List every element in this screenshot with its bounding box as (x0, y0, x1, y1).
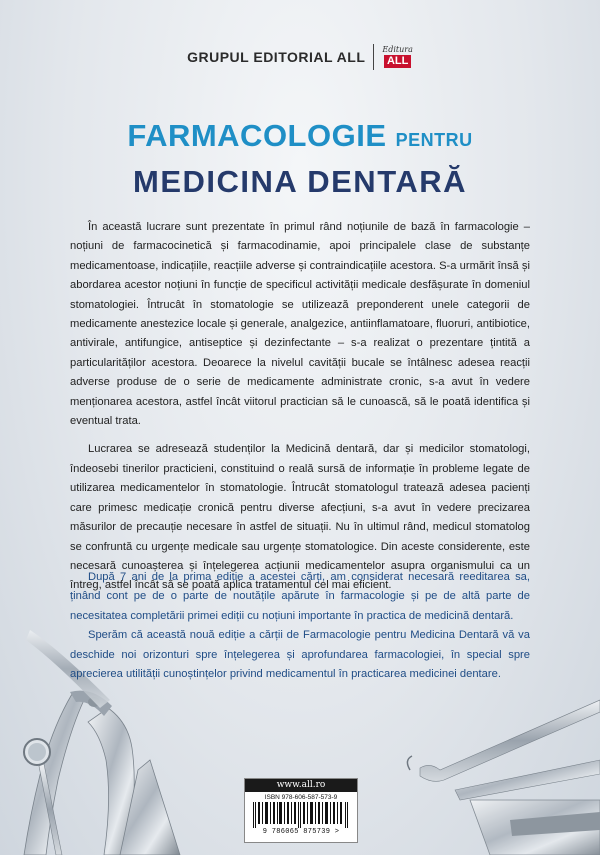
book-title-line2: MEDICINA DENTARĂ (133, 164, 467, 199)
publisher-name: GRUPUL EDITORIAL ALL (187, 49, 366, 65)
publisher-divider (373, 44, 374, 70)
book-title-line1 (0, 118, 600, 154)
publisher-logo-top: Editura (382, 45, 413, 54)
edition-note-paragraph: După 7 ani de la prima ediție a acestei cărți, am considerat necesară reeditarea sa, ținând cont pe de o parte de noutățile apărute în farmacologie și pe de altă parte de necesitatea completării primei ediții cu noțiuni importante în practica de medicină dentară. (70, 571, 530, 622)
book-title-main: FARMACOLOGIE (127, 118, 387, 153)
description-paragraph: În această lucrare sunt prezentate în primul rând noțiunile de bază în farmacologie – noțiuni de farmacocinetică și farmacodinamie, apoi principalele clase de substanțe medicamentoase, indicațiile, reacțiile adverse și contraindicațiile acestora. S-a urmărit însă și abordarea acestor noțiuni în funcție de specificul activității medicale desfășurate în domeniul stomatologiei. Întrucât în stomatologie se utilizează preponderent unele categorii de medicamente anestezice locale și generale, analgezice, antiinflamatoare, fluoruri, antibiotice, antivirale, antifungice, antiseptice și dezinfectante – s-a realizat o prezentare țintită a particularităților acestora. Deoarece la nivelul cavității bucale se întâlnesc adesea reacții adverse produse de o serie de medicamente administrate cronic, s-a avut în vedere menționarea acestora, astfel încât viitorul practician să le cunoască, să le poată identifica și eventual trata. (70, 221, 530, 428)
description-paragraph: Lucrarea se adresează studenților la Medicină dentară, dar și medicilor stomatologi, îndeosebi tinerilor practicieni, constituind o reală sursă de informație în probleme legate de utilizarea medicamentelor în stomatologie. Întrucât stomatologul tratează adesea pacienți care primesc medicație cronică pentru diverse afecțiuni, s-a avut în vedere precizarea măsurilor de precauție necesare în astfel de situații. Nu în ultimul rând, medicul stomatolog se confruntă cu urgențe medicale sau urgențe stomatologice. Din aceste considerente, este necesară cunoașterea și înțelegerea acțiunii medicamentelor asupra organismului ca un întreg, astfel încât să se poată aplica tratamentul cel mai eficient. (70, 443, 530, 592)
barcode-panel (244, 778, 358, 843)
description-block (70, 218, 530, 596)
publisher-header (0, 44, 600, 70)
dental-probe-icon (455, 760, 600, 855)
edition-note-block (70, 568, 530, 684)
publisher-logo (382, 46, 412, 68)
edition-note-paragraph: Sperăm că această nouă ediție a cărții de Farmacologie pentru Medicina Dentară vă va deschide noi orizonturi spre înțelegerea și aprofundarea farmacologiei, în special spre aprecierea utilității cunoștințelor privind medicamentul în practicarea medicinei dentare. (70, 629, 530, 681)
barcode-digits: 9 786065 875739 > (262, 828, 340, 836)
isbn-label: ISBN 978-606-587-573-9 (264, 794, 338, 801)
publisher-url: www.all.ro (245, 779, 357, 792)
publisher-logo-main: ALL (384, 55, 411, 68)
barcode-icon (252, 802, 350, 828)
book-title-small: PENTRU (395, 130, 473, 150)
